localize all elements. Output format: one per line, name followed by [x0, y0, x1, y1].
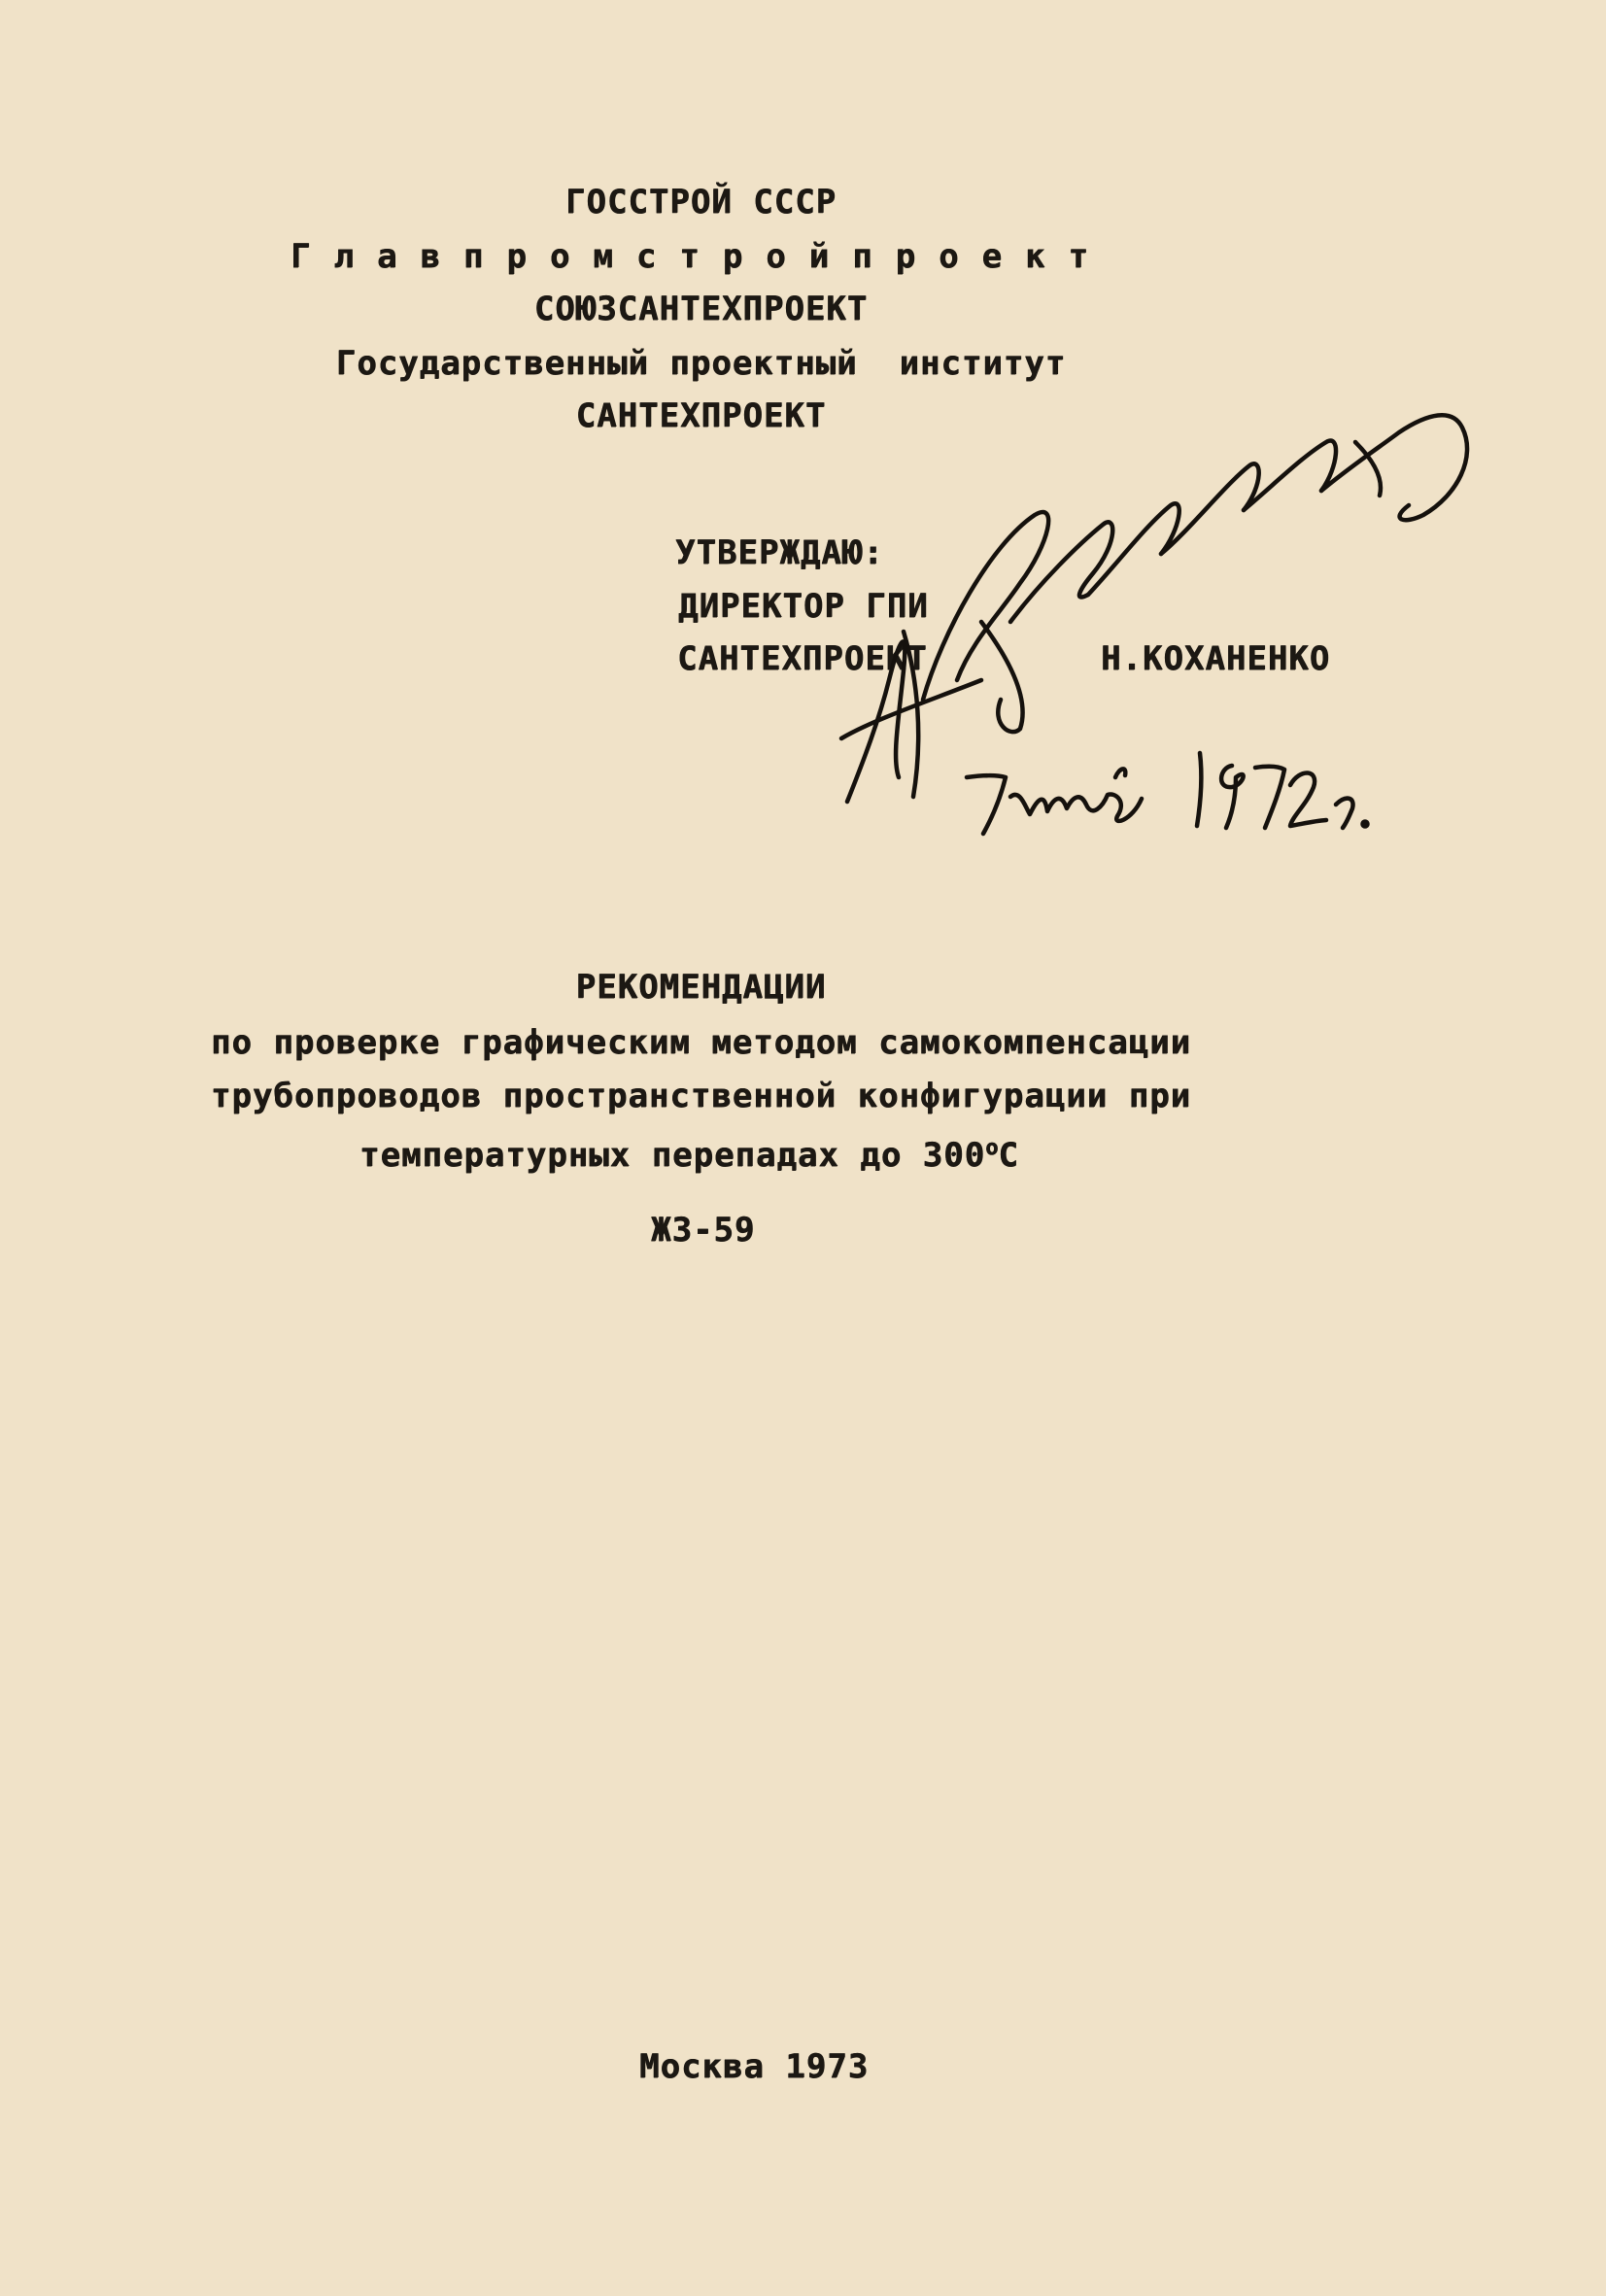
- header-institute-name: САНТЕХПРОЕКТ: [575, 396, 827, 435]
- approval-label: УТВЕРЖДАЮ:: [675, 533, 884, 572]
- header-union-org: СОЮЗСАНТЕХПРОЕКТ: [533, 290, 869, 328]
- header-institute-type: Государственный проектный институт: [335, 344, 1067, 383]
- title-line-2: трубопроводов пространственной конфигурации при: [210, 1077, 1192, 1115]
- document-heading: РЕКОМЕНДАЦИИ: [575, 968, 827, 1007]
- approval-position: ДИРЕКТОР ГПИ: [678, 587, 929, 626]
- title-line-1: по проверке графическим методом самокомпенсации: [210, 1023, 1192, 1062]
- document-code: ЖЗ-59: [651, 1211, 756, 1250]
- title-line-3: [359, 1129, 1019, 1175]
- header-ministry: ГОССТРОЙ СССР: [564, 183, 837, 222]
- degree-sign: о: [985, 1136, 999, 1160]
- title-line-3-unit: С: [998, 1136, 1019, 1175]
- approval-organization: САНТЕХПРОЕКТ: [677, 639, 928, 678]
- place-and-year: Москва 1973: [639, 2047, 870, 2086]
- title-line-3-text: температурных перепадах до 300: [359, 1136, 986, 1175]
- approval-signatory-name: Н.КОХАНЕНКО: [1101, 639, 1331, 678]
- header-main-directorate: Главпромстройпроект: [290, 237, 1111, 276]
